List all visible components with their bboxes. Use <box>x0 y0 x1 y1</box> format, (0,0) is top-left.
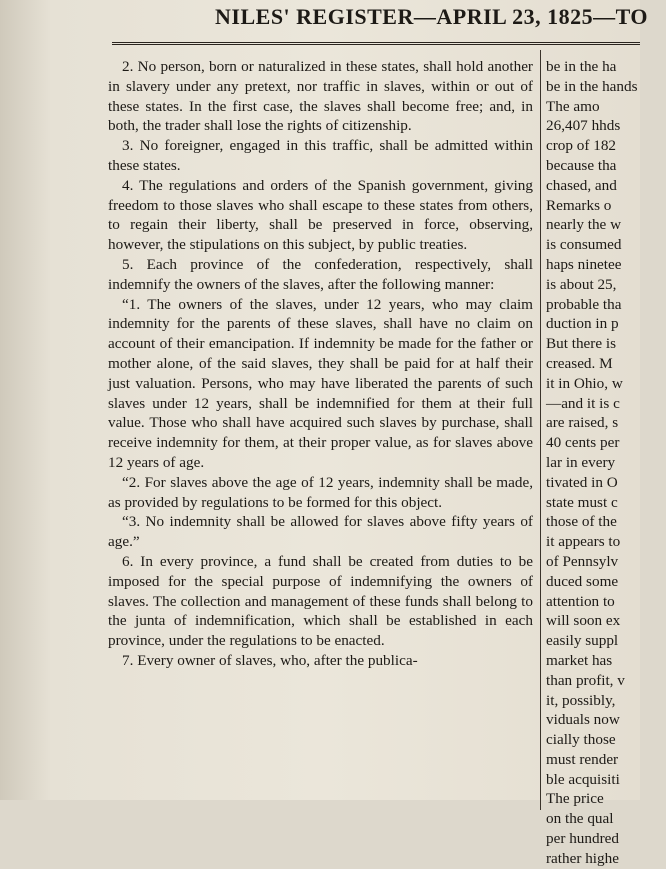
right-column-line: be in the ha <box>546 58 617 75</box>
right-column-line: viduals now <box>546 711 620 729</box>
left-column <box>108 57 533 671</box>
right-column-line: than profit, v <box>546 671 625 689</box>
right-column-line: it, possibly, <box>546 691 616 709</box>
right-column-line: cially those <box>546 731 616 749</box>
masthead-rule <box>112 42 640 45</box>
paragraph: 7. Every owner of slaves, who, after the publica- <box>122 651 418 669</box>
right-column-line: haps ninetee <box>546 255 622 273</box>
right-column-line: probable tha <box>546 295 622 313</box>
right-column-line: it appears to <box>546 533 621 551</box>
right-column-line: The amo <box>546 97 600 115</box>
paragraph: 5. Each province of the confederation, respectively, shall indemnify the owners of the slaves, after the following manner: <box>108 255 533 293</box>
masthead-text: NILES' REGISTER—APRIL 23, 1825—TO <box>215 4 648 29</box>
right-column-line: chased, and <box>546 176 617 194</box>
right-column-line: rather highe <box>546 849 619 867</box>
right-column-line: 40 cents per <box>546 434 620 452</box>
right-column-line: duced some <box>546 572 619 590</box>
paragraph: 6. In every province, a fund shall be created from duties to be imposed for the special purpose of indemnifying the owners of slaves. The collection and management of these funds shall belong to the junta of indemnification, which shall be established in each province, under the regulations to be enacted. <box>108 552 533 650</box>
right-column-line: duction in p <box>546 315 619 333</box>
paragraph: “1. The owners of the slaves, under 12 years, who may claim indemnity for the parents of these slaves, shall have no claim on account of their emancipation. If indemnity be made for the father or mother alone, of the said slaves, they shall be paid for at half their just valuation. Persons, who may have liberated the parents of such slaves under 12 years, shall be indemnified for them at their full value. Those who shall have acquired such slaves by purchase, shall receive indemnity for them, at their proper value, as for slaves above 12 years of age. <box>108 295 533 471</box>
right-column-line: will soon ex <box>546 612 621 630</box>
right-column-line: 26,407 hhds <box>546 117 621 135</box>
right-column-line: market has <box>546 651 613 669</box>
right-column-line: of Pennsylv <box>546 552 619 570</box>
right-column-line: must render <box>546 750 619 768</box>
right-column-line: But there is <box>546 335 617 353</box>
right-column-line: lar in every <box>546 453 616 471</box>
right-column-line: ble acquisiti <box>546 770 620 788</box>
right-column-line: crop of 182 <box>546 137 617 155</box>
right-column-line: nearly the w <box>546 216 622 234</box>
column-divider <box>540 50 541 810</box>
right-column-line: are raised, s <box>546 414 619 432</box>
paragraph: 3. No foreigner, engaged in this traffic, shall be admitted within these states. <box>108 137 533 174</box>
right-column-line: those of the <box>546 513 617 531</box>
right-column-line: because tha <box>546 156 617 174</box>
paragraph: 4. The regulations and orders of the Spanish government, giving freedom to those slaves who shall escape to these states from others, to regain their liberty, shall be preserved in force, observing, however, the stipulations on this subject, by public treaties. <box>108 176 533 254</box>
right-column-line: —and it is c <box>546 394 620 412</box>
masthead <box>0 2 648 32</box>
right-column-line: tivated in O <box>546 473 618 491</box>
paragraph: “3. No indemnity shall be allowed for slaves above fifty years of age.” <box>108 513 533 551</box>
right-column-line: is consumed <box>546 236 622 254</box>
right-column-line: Remarks o <box>546 196 612 214</box>
right-column-line: state must c <box>546 493 618 511</box>
right-column-line: The price <box>546 790 604 808</box>
right-column-line: is about 25, <box>546 275 617 293</box>
right-column-line: per hundred <box>546 830 619 848</box>
paragraph: 2. No person, born or naturalized in these states, shall hold another in slavery under any pretext, nor traffic in slaves, within or out of these states. In the first case, the slaves shall become free; and, in both, the trader shall lose the rights of citizenship. <box>108 58 533 135</box>
right-column-line: easily suppl <box>546 632 619 650</box>
right-column-line: it in Ohio, w <box>546 374 623 392</box>
paragraph: “2. For slaves above the age of 12 years, indemnity shall be made, as provided by regulations to be formed for this object. <box>108 473 533 511</box>
right-column-line: on the qual <box>546 810 614 828</box>
right-column-line: attention to <box>546 592 615 610</box>
right-column <box>546 57 666 869</box>
right-column-line: creased. M <box>546 354 613 372</box>
right-column-line: be in the hands <box>546 77 638 95</box>
